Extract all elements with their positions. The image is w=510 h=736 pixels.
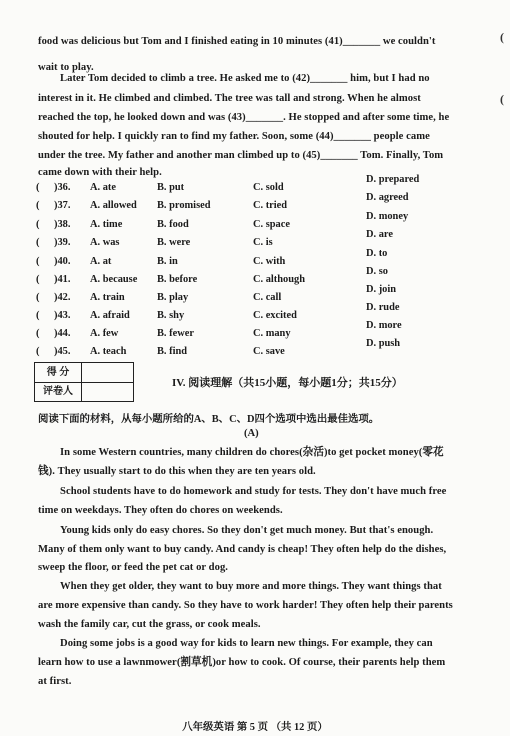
cloze-line: wait to play. [38, 62, 94, 73]
question-number: )45. [54, 346, 71, 357]
cloze-line: Later Tom decided to climb a tree. He asked me to (42)_______ him, but I had no [60, 73, 430, 84]
answer-bracket[interactable]: ( [36, 292, 40, 303]
option-b: B. fewer [157, 328, 194, 339]
page-footer: 八年级英语 第 5 页 （共 12 页） [182, 722, 328, 733]
answer-bracket[interactable]: ( [36, 182, 40, 193]
passage-line: Many of them only want to buy candy. And candy is cheap! They often help do the dishes, [38, 544, 447, 555]
grader-label: 评卷人 [35, 382, 82, 401]
answer-bracket[interactable]: ( [36, 346, 40, 357]
option-a: A. was [90, 237, 120, 248]
question-number: )42. [54, 292, 71, 303]
option-c: C. with [253, 256, 286, 267]
score-row [35, 363, 133, 383]
question-number: )41. [54, 274, 71, 285]
option-c: C. sold [253, 182, 284, 193]
passage-line: learn how to use a lawnmower(割草机)or how to cook. Of course, their parents help them [38, 657, 446, 668]
passage-label: (A) [244, 428, 259, 439]
answer-bracket[interactable]: ( [36, 200, 40, 211]
section-title: IV. 阅读理解（共15小题，每小题1分；共15分） [172, 377, 403, 389]
answer-bracket[interactable]: ( [36, 256, 40, 267]
answer-bracket[interactable]: ( [36, 219, 40, 230]
passage-line: are more expensive than candy. So they have to work harder! They often help their parents [38, 600, 453, 611]
option-a: A. teach [90, 346, 127, 357]
cloze-line: came down with their help. [38, 167, 162, 178]
option-row-37 [36, 192, 476, 218]
cloze-line: reached the top, he looked down and was (43)_______. He stopped and after some time, he [38, 112, 450, 123]
option-b: B. play [157, 292, 189, 303]
option-c: C. although [253, 274, 305, 285]
option-row-40 [36, 248, 476, 274]
question-number: )44. [54, 328, 71, 339]
option-a: A. at [90, 256, 112, 267]
option-row-42 [36, 284, 476, 310]
margin-mark: ( [500, 92, 504, 106]
passage-line: Young kids only do easy chores. So they don't get much money. But that's enough. [60, 525, 434, 536]
option-row-38 [36, 211, 476, 237]
cloze-line: interest in it. He climbed and climbed. The tree was tall and strong. When he almost [38, 93, 421, 104]
option-a: A. time [90, 219, 123, 230]
question-number: )38. [54, 219, 71, 230]
cloze-line: under the tree. My father and another man climbed up to (45)_______ Tom. Finally, Tom [38, 150, 444, 161]
option-row-36 [36, 174, 476, 200]
option-b: B. promised [157, 200, 211, 211]
question-number: )36. [54, 182, 71, 193]
option-c: C. save [253, 346, 285, 357]
option-b: B. food [157, 219, 189, 230]
score-box [34, 362, 134, 402]
option-d: D. agreed [366, 192, 409, 203]
question-number: )43. [54, 310, 71, 321]
margin-mark: ( [500, 30, 504, 44]
option-d: D. so [366, 266, 388, 277]
option-d: D. push [366, 338, 401, 349]
option-row-44 [36, 320, 476, 346]
option-d: D. prepared [366, 174, 420, 185]
option-row-43 [36, 302, 476, 328]
option-a: A. afraid [90, 310, 130, 321]
question-number: )40. [54, 256, 71, 267]
option-b: B. in [157, 256, 178, 267]
grader-row [35, 382, 133, 401]
option-c: C. tried [253, 200, 288, 211]
cloze-line: food was delicious but Tom and I finished eating in 10 minutes (41)_______ we couldn't [38, 36, 436, 47]
option-c: C. call [253, 292, 282, 303]
passage-line: wash the family car, cut the grass, or cook meals. [38, 619, 261, 630]
question-number: )39. [54, 237, 71, 248]
option-b: B. were [157, 237, 191, 248]
option-d: D. to [366, 248, 388, 259]
option-c: C. excited [253, 310, 297, 321]
option-row-39 [36, 229, 476, 255]
passage-line: School students have to do homework and study for tests. They don't have much free [60, 486, 447, 497]
answer-bracket[interactable]: ( [36, 237, 40, 248]
option-a: A. train [90, 292, 125, 303]
question-number: )37. [54, 200, 71, 211]
passage-line: 钱). They usually start to do this when they are ten years old. [38, 466, 316, 477]
option-b: B. find [157, 346, 188, 357]
passage-line: sweep the floor, or feed the pet cat or dog. [38, 562, 229, 573]
option-d: D. more [366, 320, 402, 331]
option-d: D. are [366, 229, 393, 240]
option-b: B. put [157, 182, 185, 193]
option-c: C. many [253, 328, 291, 339]
section-instruction: 阅读下面的材料，从每小题所给的A、B、C、D四个选项中选出最佳选项。 [38, 414, 380, 425]
option-d: D. join [366, 284, 397, 295]
option-a: A. because [90, 274, 138, 285]
option-c: C. is [253, 237, 273, 248]
score-label: 得 分 [35, 363, 82, 382]
passage-line: When they get older, they want to buy more and more things. They want things that [60, 581, 442, 592]
option-row-41 [36, 266, 476, 292]
option-a: A. ate [90, 182, 116, 193]
answer-bracket[interactable]: ( [36, 328, 40, 339]
option-a: A. allowed [90, 200, 137, 211]
option-a: A. few [90, 328, 119, 339]
answer-bracket[interactable]: ( [36, 310, 40, 321]
passage-line: time on weekdays. They often do chores on weekends. [38, 505, 283, 516]
passage-line: In some Western countries, many children do chores(杂活)to get pocket money(零花 [60, 447, 444, 458]
option-d: D. money [366, 211, 409, 222]
passage-line: Doing some jobs is a good way for kids to learn new things. For example, they can [60, 638, 433, 649]
option-c: C. space [253, 219, 290, 230]
cloze-line: shouted for help. I quickly ran to find my father. Soon, some (44)_______ people came [38, 131, 430, 142]
option-b: B. shy [157, 310, 185, 321]
option-d: D. rude [366, 302, 400, 313]
passage-line: at first. [38, 676, 72, 687]
option-b: B. before [157, 274, 198, 285]
answer-bracket[interactable]: ( [36, 274, 40, 285]
